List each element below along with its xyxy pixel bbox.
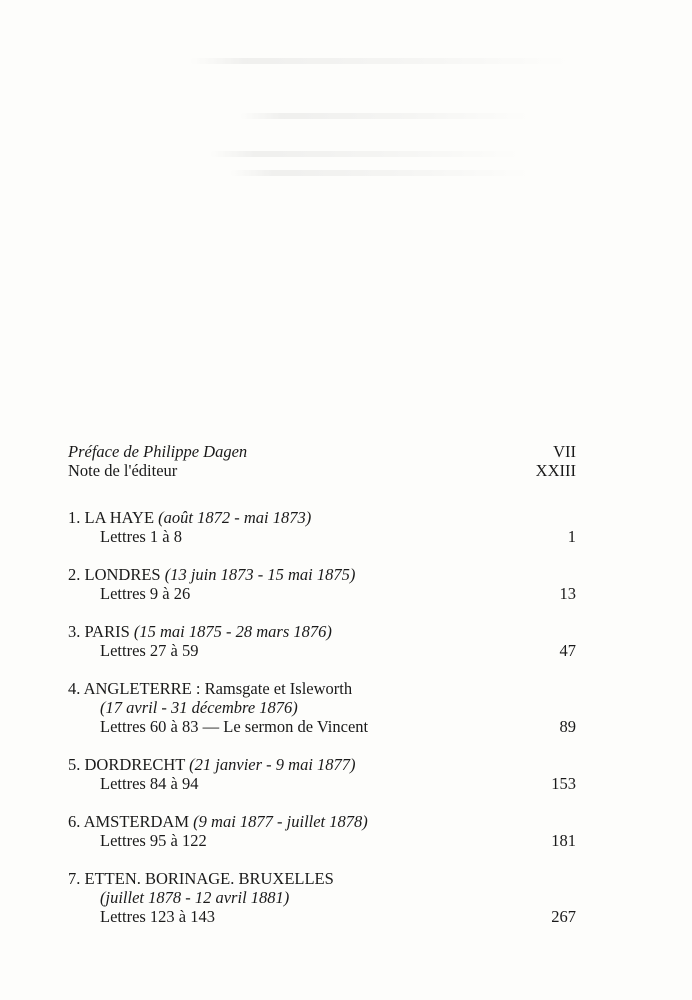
- chapter-number: 6.: [68, 812, 81, 831]
- chapter-letters-row: [68, 527, 576, 546]
- toc-page-number: 1: [567, 527, 576, 546]
- toc-chapter[interactable]: [68, 812, 576, 850]
- toc-entry-preface[interactable]: [68, 442, 576, 461]
- chapter-number: 2.: [68, 565, 81, 584]
- chapter-letters-row: [68, 831, 576, 850]
- chapter-letters: Lettres 95 à 122: [100, 831, 207, 850]
- chapter-heading: [68, 508, 576, 527]
- chapter-heading: [68, 755, 576, 774]
- chapter-dates: (15 mai 1875 - 28 mars 1876): [133, 622, 332, 641]
- toc-page-number: 89: [559, 717, 576, 736]
- bleed-through-line: [230, 170, 530, 176]
- chapter-letters-row: [68, 641, 576, 660]
- front-matter: [68, 442, 576, 480]
- chapter-title-line: [68, 679, 352, 698]
- toc-chapter[interactable]: [68, 679, 576, 736]
- toc-page-number: XXIII: [535, 461, 576, 480]
- toc-chapter[interactable]: [68, 508, 576, 546]
- chapter-heading: [68, 812, 576, 831]
- toc-page-number: 153: [551, 774, 576, 793]
- chapter-letters-row: [68, 774, 576, 793]
- chapter-number: 4.: [68, 679, 81, 698]
- bleed-through-line: [190, 58, 570, 64]
- toc-page-number: VII: [553, 442, 576, 461]
- chapter-heading: [68, 869, 576, 888]
- chapter-title-line: [68, 508, 311, 527]
- chapter-letters: Lettres 123 à 143: [100, 907, 216, 926]
- chapter-dates: (21 janvier - 9 mai 1877): [189, 755, 356, 774]
- chapter-place: PARIS: [84, 622, 130, 641]
- chapter-letters-row: [68, 717, 576, 736]
- chapter-letters: Lettres 84 à 94: [100, 774, 199, 793]
- toc-page-number: 267: [551, 907, 576, 926]
- chapter-number: 5.: [68, 755, 81, 774]
- chapter-place: ANGLETERRE : Ramsgate et Isleworth: [83, 679, 353, 698]
- chapter-place: ETTEN. BORINAGE. BRUXELLES: [84, 869, 334, 888]
- chapter-place: LONDRES: [84, 565, 161, 584]
- chapter-place: AMSTERDAM: [83, 812, 190, 831]
- chapter-letters-row: [68, 584, 576, 603]
- toc-chapter[interactable]: [68, 622, 576, 660]
- chapter-letters-row: [68, 907, 576, 926]
- chapter-dates: (9 mai 1877 - juillet 1878): [193, 812, 368, 831]
- chapter-place: LA HAYE: [84, 508, 155, 527]
- chapter-heading: [68, 622, 576, 641]
- chapter-number: 7.: [68, 869, 81, 888]
- table-of-contents: [68, 442, 576, 945]
- toc-entry-title: Préface de Philippe Dagen: [68, 442, 248, 461]
- chapter-dates-row: [68, 698, 576, 717]
- chapter-dates: (13 juin 1873 - 15 mai 1875): [164, 565, 356, 584]
- chapter-letters: Lettres 27 à 59: [100, 641, 199, 660]
- toc-page-number: 13: [559, 584, 576, 603]
- chapter-place: DORDRECHT: [84, 755, 186, 774]
- chapter-number: 1.: [68, 508, 81, 527]
- chapter-dates: (août 1872 - mai 1873): [158, 508, 312, 527]
- chapter-number: 3.: [68, 622, 81, 641]
- toc-chapter[interactable]: [68, 869, 576, 926]
- chapter-title-line: [68, 812, 368, 831]
- toc-page-number: 47: [559, 641, 576, 660]
- chapter-dates-row: [68, 888, 576, 907]
- chapter-heading: [68, 565, 576, 584]
- chapter-heading: [68, 679, 576, 698]
- toc-entry-editor-note[interactable]: [68, 461, 576, 480]
- bleed-through-line: [210, 151, 520, 157]
- chapter-title-line: [68, 565, 355, 584]
- chapter-title-line: [68, 869, 334, 888]
- chapter-letters: Lettres 1 à 8: [100, 527, 183, 546]
- toc-entry-title: Note de l'éditeur: [68, 461, 178, 480]
- chapter-dates: (juillet 1878 - 12 avril 1881): [100, 888, 290, 907]
- chapter-letters: Lettres 60 à 83 — Le sermon de Vincent: [100, 717, 369, 736]
- chapter-title-line: [68, 755, 356, 774]
- bleed-through-line: [240, 113, 530, 119]
- chapter-letters: Lettres 9 à 26: [100, 584, 191, 603]
- chapter-title-line: [68, 622, 332, 641]
- toc-page-number: 181: [551, 831, 576, 850]
- toc-chapter[interactable]: [68, 565, 576, 603]
- chapter-dates: (17 avril - 31 décembre 1876): [100, 698, 298, 717]
- toc-chapter[interactable]: [68, 755, 576, 793]
